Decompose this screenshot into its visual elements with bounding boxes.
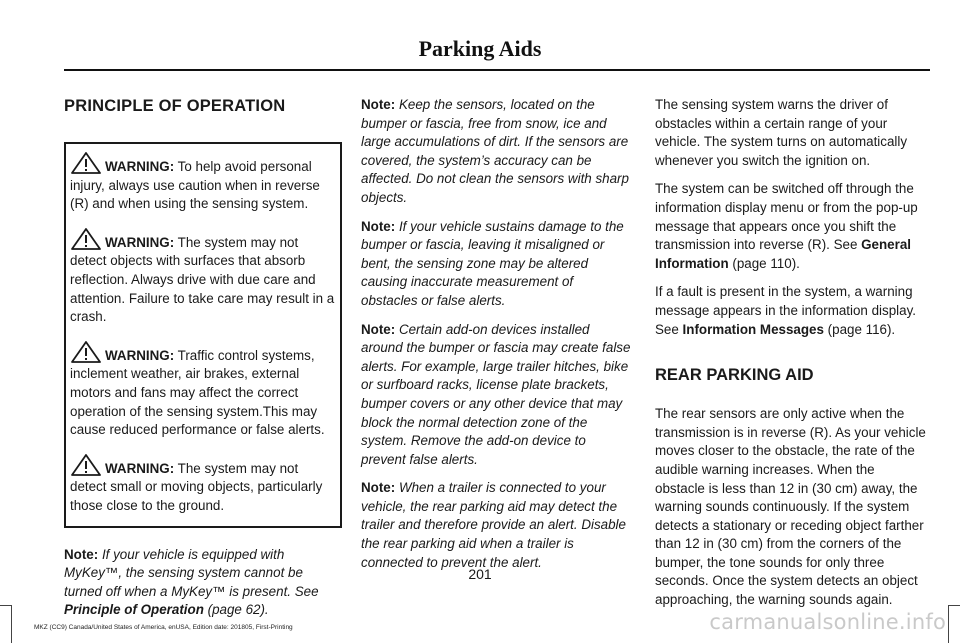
crop-mark (948, 605, 960, 606)
warning-label: WARNING: (105, 159, 175, 174)
warning-text: Traffic control systems, inclement weather, air brakes, external motors and fans may affect the correct operation of the sensing system.This may cause reduced performance or false alerts. (70, 347, 325, 438)
note-text: If your vehicle sustains damage to the bumper or fascia, leaving it misaligned or bent, the sensing zone may be altered causing inaccurate measurement of obstacles or false alerts. (361, 218, 624, 308)
warning-text: To help avoid personal injury, always use caution when in reverse (R) and when using the sensing system. (70, 159, 320, 212)
note-add-on-devices (361, 321, 631, 470)
note-label: Note: (361, 321, 396, 337)
warning-item (70, 341, 338, 440)
warning-triangle-icon (71, 228, 101, 250)
note-label: Note: (64, 546, 99, 562)
column-2 (361, 96, 631, 582)
link-principle-of-operation[interactable]: Principle of Operation (64, 602, 204, 618)
warning-triangle-icon (71, 341, 101, 363)
warning-label: WARNING: (105, 234, 175, 250)
paragraph-text: If a fault is present in the system, a warning message appears in the information display. See (655, 284, 917, 337)
warning-triangle-icon (71, 152, 101, 174)
note-label: Note: (361, 480, 396, 496)
note-text: If your vehicle is equipped with MyKey™, the sensing system cannot be turned off when a MyKey™ is present. See (64, 546, 319, 599)
warning-text: The system may not detect small or moving objects, particularly those close to the ground. (70, 460, 323, 513)
note-bumper-damage (361, 218, 631, 311)
column-3 (655, 96, 927, 620)
column-1 (64, 96, 342, 630)
warning-box (64, 142, 342, 528)
section-heading-principle: PRINCIPLE OF OPERATION (64, 97, 286, 115)
header-rule (64, 69, 930, 71)
link-information-messages[interactable]: Information Messages (682, 321, 824, 337)
warning-label: WARNING: (105, 347, 175, 363)
section-heading-rear-parking-aid: REAR PARKING AID (655, 366, 814, 385)
warning-item (70, 228, 338, 327)
warning-text: The system may not detect objects with surfaces that absorb reflection. Always drive with due care and attention. Failure to take care may result in a crash. (70, 234, 335, 325)
footer-edition-text: MKZ (CC9) Canada/United States of America, enUSA, Edition date: 201805, First-Printing (34, 624, 293, 631)
paragraph-suffix: (page 116). (823, 321, 896, 337)
warning-label: WARNING: (105, 460, 175, 476)
note-text: Keep the sensors, located on the bumper or fascia, free from snow, ice and large accumulations of dirt. If the sensors are covered, the system’s accuracy can be affected. Do not clean the sensors with sharp objects. (361, 97, 629, 205)
page-header-title: Parking Aids (418, 36, 542, 61)
link-general-information[interactable]: General Information (655, 237, 912, 271)
crop-mark (11, 605, 12, 643)
note-label: Note: (361, 97, 396, 112)
warning-item (70, 152, 338, 214)
page-number: 201 (468, 566, 492, 582)
crop-mark (948, 605, 949, 643)
note-label: Note: (361, 218, 396, 234)
paragraph-suffix: (page 110). (728, 255, 800, 271)
note-text: Certain add-on devices installed around the bumper or fascia may create false alerts. For example, large trailer hitches, bike or surfboard racks, license plate brackets, bumper covers or any other device that may block the normal detection zone of the system. Remove the add-on device to prevent false alerts. (361, 321, 631, 467)
warning-triangle-icon (71, 454, 101, 476)
note-text: When a trailer is connected to your vehicle, the rear parking aid may detect the trailer and therefore provide an alert. Disable the rear parking aid when a trailer is connected to prevent the alert. (361, 480, 626, 570)
paragraph-text: The system can be switched off through the information display menu or from the pop-up message that appears once you shift the transmission into reverse (R). See (655, 181, 918, 253)
watermark: carmanualsonline.info (709, 610, 946, 634)
note-suffix: (page 62). (203, 602, 269, 618)
paragraph-rear-sensors: The rear sensors are only active when the transmission is in reverse (R). As your vehicle moves closer to the obstacle, the rate of the audible warning increases. When the obstacle is less than 12 in (30 cm) away, the warning sounds continuously. If the system detects a stationary or receding object farther than 12 in (30 cm) from the corners of the bumper, the tone sounds for only three seconds. Once the system detects an object approaching, the warning sounds again. (655, 406, 926, 608)
warning-item (70, 454, 338, 516)
paragraph-sensing-system: The sensing system warns the driver of obstacles within a certain range of your vehicle. The system turns on automatically whenever you switch the ignition on. (655, 97, 908, 168)
note-sensors-clean (361, 96, 631, 208)
paragraph-switch-off (655, 180, 927, 273)
note-trailer (361, 479, 631, 572)
paragraph-fault (655, 283, 927, 339)
note-mykey (64, 546, 342, 620)
